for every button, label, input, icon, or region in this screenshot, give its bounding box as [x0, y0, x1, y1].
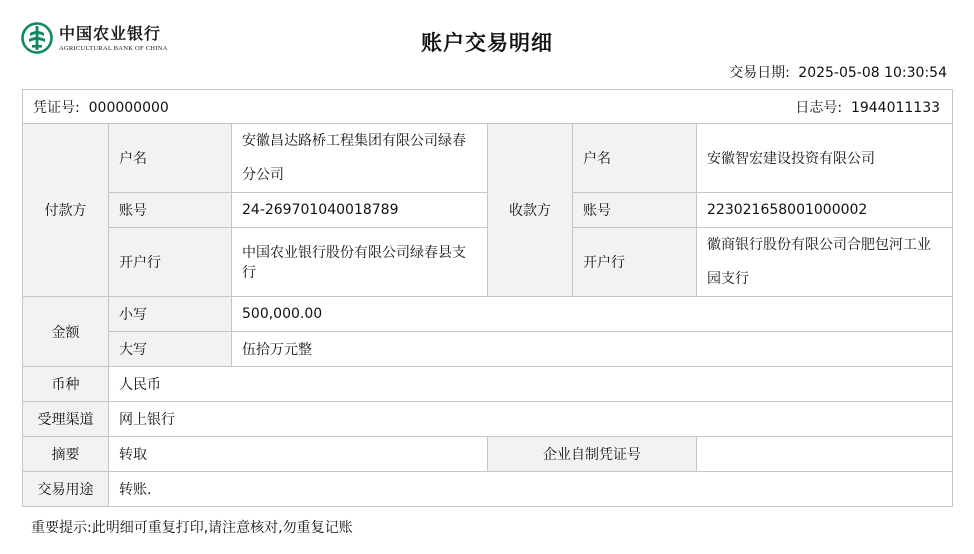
log-label: 日志号: — [795, 99, 843, 116]
log-number — [795, 97, 940, 117]
amount-small-row — [23, 297, 953, 332]
transaction-date — [729, 62, 947, 82]
payer-name: 安徽昌达路桥工程集团有限公司绿春分公司 — [232, 124, 488, 193]
payee-account-label: 账号 — [573, 193, 697, 228]
amount-big-label: 大写 — [109, 332, 232, 367]
amount-small: 500,000.00 — [232, 297, 953, 332]
voucher-number — [33, 97, 169, 117]
payer-account: 24-269701040018789 — [232, 193, 488, 228]
page-title: 账户交易明细 — [421, 31, 553, 55]
currency-row — [23, 367, 953, 402]
voucher-cell — [23, 90, 953, 124]
payee-name-label: 户名 — [573, 124, 697, 193]
payer-account-label: 账号 — [109, 193, 232, 228]
payer-name-label: 户名 — [109, 124, 232, 193]
bank-name-en: AGRICULTURAL BANK OF CHINA — [59, 44, 168, 52]
amount-small-label: 小写 — [109, 297, 232, 332]
purpose-label: 交易用途 — [23, 472, 109, 507]
currency-value: 人民币 — [109, 367, 953, 402]
payer-section-label: 付款方 — [23, 124, 109, 297]
amount-big: 伍拾万元整 — [232, 332, 953, 367]
channel-row — [23, 402, 953, 437]
payee-account: 223021658001000002 — [697, 193, 953, 228]
self-voucher-label: 企业自制凭证号 — [488, 437, 697, 472]
transaction-date-value: 2025-05-08 10:30:54 — [798, 65, 947, 81]
purpose-row — [23, 472, 953, 507]
summary-label: 摘要 — [23, 437, 109, 472]
transaction-table — [22, 89, 953, 507]
currency-label: 币种 — [23, 367, 109, 402]
amount-big-row — [23, 332, 953, 367]
payer-bank-label: 开户行 — [109, 228, 232, 297]
footer-note: 重要提示:此明细可重复打印,请注意核对,勿重复记账 — [31, 520, 353, 536]
self-voucher-value — [697, 437, 953, 472]
payee-bank: 徽商银行股份有限公司合肥包河工业园支行 — [697, 228, 953, 297]
payer-bank: 中国农业银行股份有限公司绿春县支行 — [232, 228, 488, 297]
payee-section-label: 收款方 — [488, 124, 573, 297]
amount-section-label: 金额 — [23, 297, 109, 367]
summary-row — [23, 437, 953, 472]
channel-label: 受理渠道 — [23, 402, 109, 437]
voucher-value: 000000000 — [88, 99, 169, 116]
log-value: 1944011133 — [850, 99, 941, 116]
payee-bank-label: 开户行 — [573, 228, 697, 297]
summary-value: 转取 — [109, 437, 488, 472]
payee-name: 安徽智宏建设投资有限公司 — [697, 124, 953, 193]
purpose-value: 转账. — [109, 472, 953, 507]
transaction-date-label: 交易日期: — [729, 65, 790, 81]
bank-name-cn: 中国农业银行 — [59, 23, 162, 43]
channel-value: 网上银行 — [109, 402, 953, 437]
voucher-label: 凭证号: — [33, 99, 80, 116]
party-name-row — [23, 124, 953, 193]
voucher-row — [23, 90, 953, 124]
